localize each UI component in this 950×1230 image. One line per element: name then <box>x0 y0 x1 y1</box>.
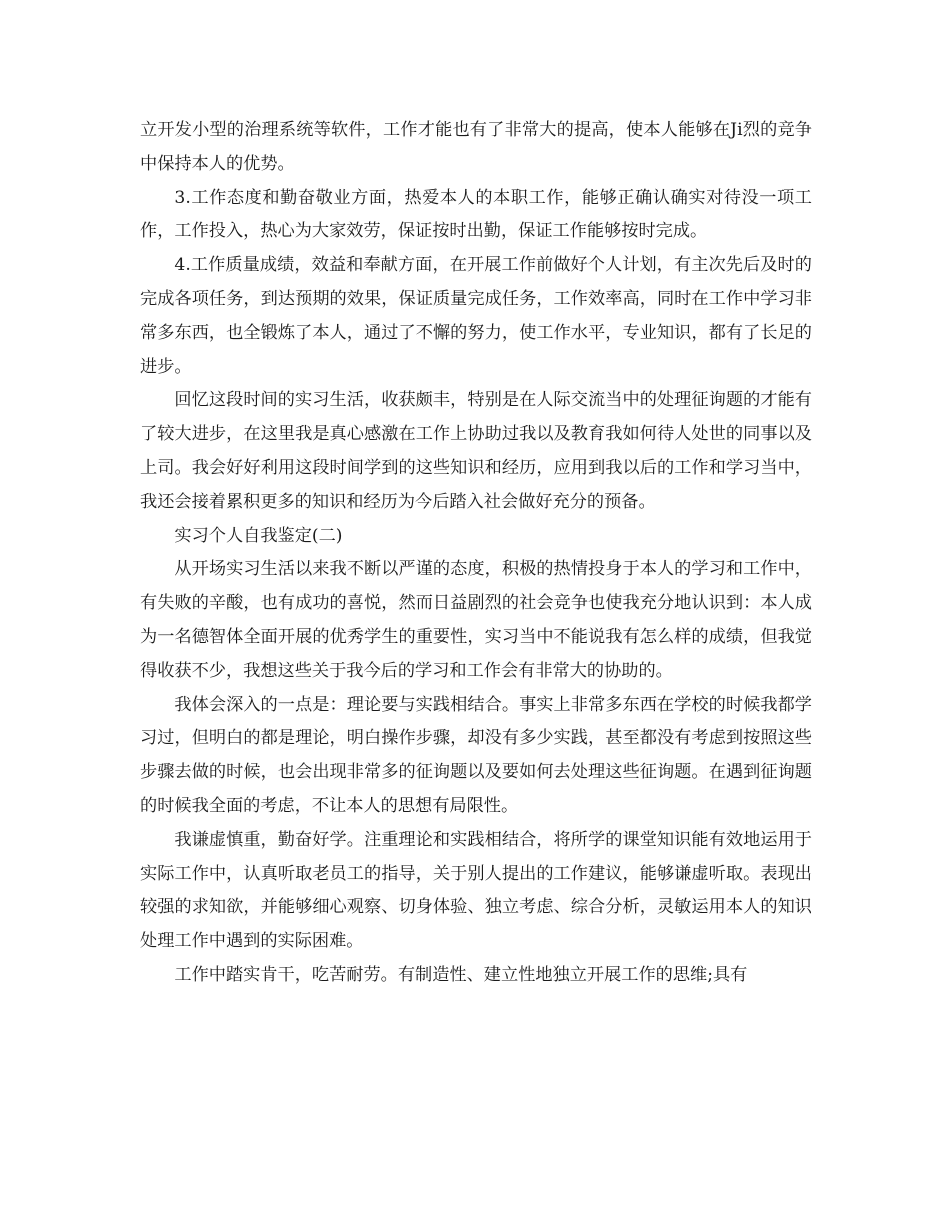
paragraph-continuation: 立开发小型的治理系统等软件，工作才能也有了非常大的提高，使本人能够在Ji烈的竞争中保持本人的优势。 <box>140 120 812 174</box>
document-body <box>140 114 812 993</box>
paragraph-work-attitude: 3.工作态度和勤奋敬业方面，热爱本人的本职工作，能够正确认确实对待没一项工作，工作投入，热心为大家效劳，保证按时出勤，保证工作能够按时完成。 <box>140 187 812 242</box>
paragraph-reflection: 回忆这段时间的实习生活，收获颇丰，特别是在人际交流当中的处理征询题的才能有了较大进步，在这里我是真心感激在工作上协助过我以及教育我如何待人处世的同事以及上司。我会好好利用这段时间学到的这些知识和经历，应用到我以后的工作和学习当中，我还会接着累积更多的知识和经历为今后踏入社会做好充分的预备。 <box>140 390 812 512</box>
paragraph-internship-start: 从开场实习生活以来我不断以严谨的态度，积极的热情投身于本人的学习和工作中，有失败的辛酸，也有成功的喜悦，然而日益剧烈的社会竞争也使我充分地认识到：本人成为一名德智体全面开展的优秀学生的重要性，实习当中不能说我有怎么样的成绩，但我觉得收获不少，我想这些关于我今后的学习和工作会有非常大的协助的。 <box>140 559 812 681</box>
paragraph-theory-practice: 我体会深入的一点是：理论要与实践相结合。事实上非常多东西在学校的时候我都学习过，但明白的都是理论，明白操作步骤，却没有多少实践，甚至都没有考虑到按照这些步骤去做的时候，也会出现非常多的征询题以及要如何去处理这些征询题。在遇到征询题的时候我全面的考虑，不让本人的思想有局限性。 <box>140 694 812 816</box>
paragraph-modest-diligent: 我谦虚慎重，勤奋好学。注重理论和实践相结合，将所学的课堂知识能有效地运用于实际工作中，认真听取老员工的指导，关于别人提出的工作建议，能够谦虚听取。表现出较强的求知欲，并能够细心观察、切身体验、独立考虑、综合分析，灵敏运用本人的知识处理工作中遇到的实际困难。 <box>140 829 812 952</box>
section-heading: 实习个人自我鉴定(二) <box>174 525 343 546</box>
paragraph-hardworking: 工作中踏实肯干，吃苦耐劳。有制造性、建立性地独立开展工作的思维;具有 <box>174 964 748 985</box>
paragraph-work-quality: 4.工作质量成绩，效益和奉献方面，在开展工作前做好个人计划，有主次先后及时的完成各项任务，到达预期的效果，保证质量完成任务，工作效率高，同时在工作中学习非常多东西，也全锻炼了本人，通过了不懈的努力，使工作水平，专业知识，都有了长足的进步。 <box>140 255 812 377</box>
